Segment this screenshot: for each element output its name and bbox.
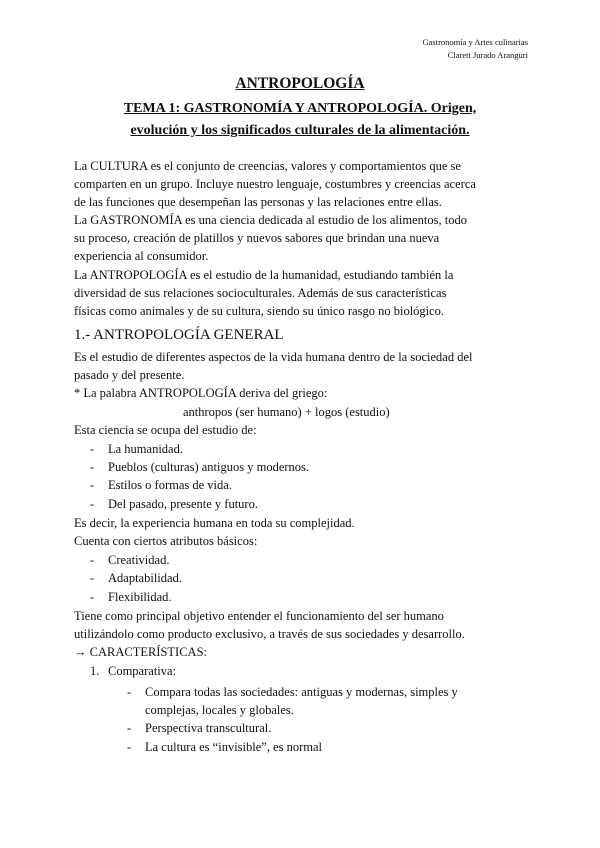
- paragraph-line: diversidad de sus relaciones socioculturales. Además de sus características: [74, 286, 447, 300]
- page-title: ANTROPOLOGÍA: [235, 75, 365, 92]
- subtitle-line: TEMA 1: GASTRONOMÍA Y ANTROPOLOGÍA. Origen,: [123, 101, 477, 116]
- list-dash: -: [127, 685, 132, 699]
- list-dash: -: [90, 590, 95, 604]
- list-item: Compara todas las sociedades: antiguas y modernas, simples y: [145, 685, 458, 699]
- list-item: La humanidad.: [108, 442, 183, 456]
- list-number: 1.: [90, 664, 100, 678]
- list-item: Flexibilidad.: [108, 590, 172, 604]
- paragraph-line: La GASTRONOMÍA es una ciencia dedicada al estudio de los alimentos, todo: [74, 213, 467, 227]
- list-dash: -: [127, 721, 132, 735]
- etymology: anthropos (ser humano) + logos (estudio): [183, 405, 390, 419]
- list-item: Del pasado, presente y futuro.: [108, 497, 258, 511]
- paragraph-line: La CULTURA es el conjunto de creencias, valores y comportamientos que se: [74, 159, 461, 173]
- list-item: La cultura es “invisible”, es normal: [145, 740, 323, 754]
- list-item-continuation: complejas, locales y globales.: [145, 703, 294, 717]
- conclusion: Es decir, la experiencia humana en toda su complejidad.: [74, 516, 355, 530]
- paragraph-line: comparten en un grupo. Incluye nuestro lenguaje, costumbres y creencias acerca: [74, 177, 476, 191]
- list-dash: -: [90, 553, 95, 567]
- paragraph-line: utilizándolo como producto exclusivo, a través de sus sociedades y desarrollo.: [74, 627, 465, 641]
- page-subtitle: [60, 98, 540, 142]
- paragraph-line: pasado y del presente.: [74, 368, 185, 382]
- paragraph-line: Tiene como principal objetivo entender el funcionamiento del ser humano: [74, 609, 444, 623]
- list-item: Perspectiva transcultural.: [145, 721, 272, 735]
- paragraph-line: La ANTROPOLOGÍA es el estudio de la humanidad, estudiando también la: [74, 268, 454, 282]
- list-dash: -: [127, 740, 132, 754]
- paragraph-line: su proceso, creación de platillos y nuevos sabores que brindan una nueva: [74, 231, 440, 245]
- list-item: Pueblos (culturas) antiguos y modernos.: [108, 460, 310, 474]
- etymology-intro: * La palabra ANTROPOLOGÍA deriva del griego:: [74, 386, 328, 400]
- list-item: Estilos o formas de vida.: [108, 478, 232, 492]
- paragraph-line: Es el estudio de diferentes aspectos de la vida humana dentro de la sociedad del: [74, 350, 473, 364]
- characteristics-heading: → CARACTERÍSTICAS:: [74, 645, 208, 659]
- header-author: Clarett Jurado Aranguri: [447, 50, 528, 60]
- section-heading: 1.- ANTROPOLOGÍA GENERAL: [74, 327, 284, 343]
- subtitle-line: evolución y los significados culturales de la alimentación.: [130, 123, 470, 138]
- study-intro: Esta ciencia se ocupa del estudio de:: [74, 423, 257, 437]
- paragraph-line: de las funciones que desempeñan las personas y las relaciones entre ellas.: [74, 195, 442, 209]
- list-dash: -: [90, 571, 95, 585]
- list-item: Adaptabilidad.: [108, 571, 182, 585]
- list-item: Creatividad.: [108, 553, 170, 567]
- list-dash: -: [90, 442, 95, 456]
- attributes-intro: Cuenta con ciertos atributos básicos:: [74, 534, 258, 548]
- list-item-label: Comparativa:: [108, 664, 177, 678]
- list-dash: -: [90, 497, 95, 511]
- paragraph-line: físicas como animales y de su cultura, siendo su único rasgo no biológico.: [74, 304, 445, 318]
- paragraph-line: experiencia al consumidor.: [74, 249, 209, 263]
- list-dash: -: [90, 478, 95, 492]
- header-course: Gastronomía y Artes culinarias: [422, 37, 528, 47]
- list-dash: -: [90, 460, 95, 474]
